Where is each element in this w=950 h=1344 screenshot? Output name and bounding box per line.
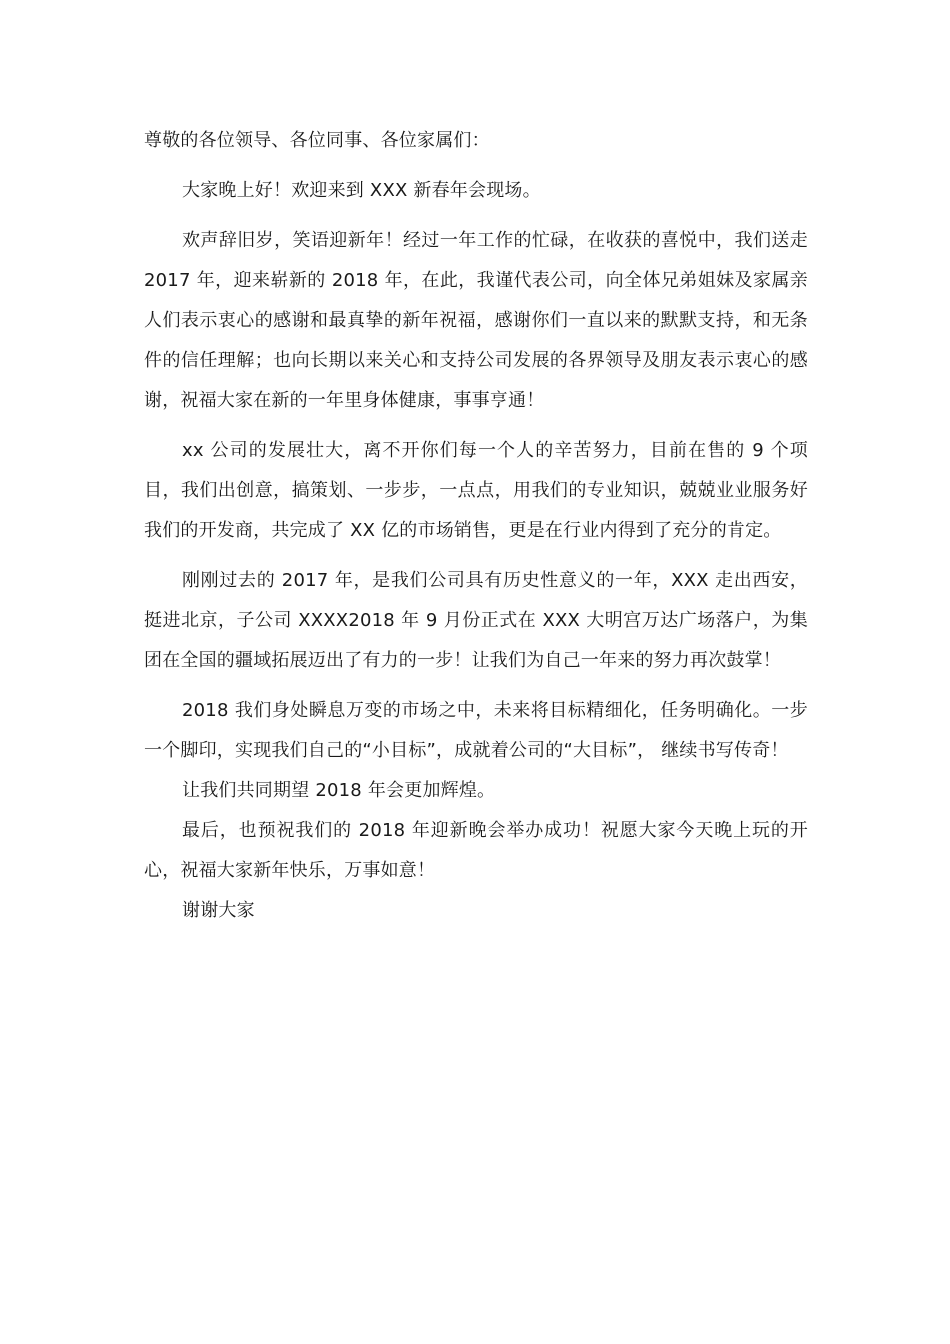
company-growth-paragraph: xx 公司的发展壮大，离不开你们每一个人的辛苦努力，目前在售的 9 个项目，我们出创意，搞策划、一步步，一点点，用我们的专业知识，兢兢业业服务好我们的开发商，共完成了 XX 亿的市场销售，更是在行业内得到了充分的肯定。 [144,440,808,541]
outlook-paragraph: 2018 我们身处瞬息万变的市场之中，未来将目标精细化，任务明确化。一步一个脚印，实现我们自己的“小目标”，成就着公司的“大目标”， 继续书写传奇！ [144,700,808,761]
thanks-line: 谢谢大家 [182,900,255,921]
history-paragraph: 刚刚过去的 2017 年，是我们公司具有历史性意义的一年，XXX 走出西安，挺进北京，子公司 XXXX2018 年 9 月份正式在 XXX 大明宫万达广场落户，为集团在全国的疆域拓展迈出了有力的一步！让我们为自己一年来的努力再次鼓掌！ [144,570,808,671]
closing-wishes-paragraph: 最后，也预祝我们的 2018 年迎新晚会举办成功！祝愿大家今天晚上玩的开心，祝福大家新年快乐，万事如意！ [144,820,808,881]
greeting-paragraph: 大家晚上好！欢迎来到 XXX 新春年会现场。 [182,180,541,201]
hope-paragraph: 让我们共同期望 2018 年会更加辉煌。 [182,780,496,801]
speech-body [144,121,808,931]
new-year-paragraph: 欢声辞旧岁，笑语迎新年！经过一年工作的忙碌，在收获的喜悦中，我们送走 2017 年，迎来崭新的 2018 年，在此，我谨代表公司，向全体兄弟姐妹及家属亲人们表示衷心的感谢和最真挚的新年祝福，感谢你们一直以来的默默支持，和无条件的信任理解；也向长期以来关心和支持公司发展的各界领导及朋友表示衷心的感谢，祝福大家在新的一年里身体健康，事事亨通！ [144,230,808,411]
salutation: 尊敬的各位领导、各位同事、各位家属们： [144,130,490,151]
